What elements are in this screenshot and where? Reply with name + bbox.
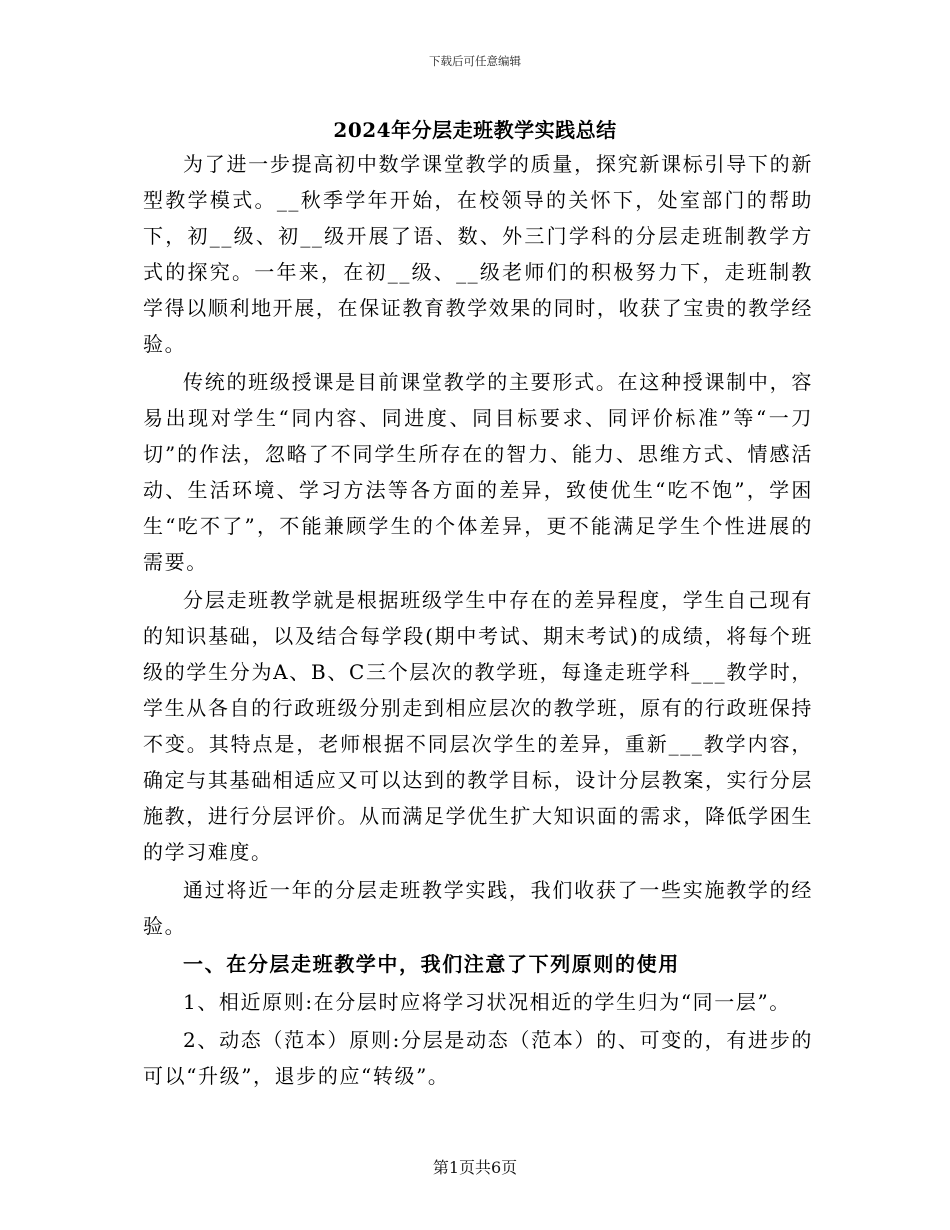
document-body [143, 146, 813, 1096]
document-title: 2024年分层走班教学实践总结 [333, 118, 617, 142]
section-heading-principles: 一、在分层走班教学中，我们注意了下列原则的使用 [183, 952, 680, 976]
principle-item-2: 2、动态（范本）原则:分层是动态（范本）的、可变的，有进步的可以“升级”，退步的应“转级”。 [143, 1028, 813, 1088]
page-number-footer: 第1页共6页 [432, 1158, 518, 1177]
paragraph-intro: 为了进一步提高初中数学课堂教学的质量，探究新课标引导下的新型教学模式。__秋季学年开始，在校领导的关怀下，处室部门的帮助下，初__级、初__级开展了语、数、外三门学科的分层走班制教学方式的探究。一年来，在初__级、__级老师们的积极努力下，走班制教学得以顺利地开展，在保证教育教学效果的同时，收获了宝贵的教学经验。 [143, 152, 813, 356]
paragraph-layered-definition: 分层走班教学就是根据班级学生中存在的差异程度，学生自己现有的知识基础，以及结合每学段(期中考试、期末考试)的成绩，将每个班级的学生分为A、B、C三个层次的教学班，每逢走班学科___教学时，学生从各自的行政班级分别走到相应层次的教学班，原有的行政班保持不变。其特点是，老师根据不同层次学生的差异，重新___教学内容，确定与其基础相适应又可以达到的教学目标，设计分层教案，实行分层施教，进行分层评价。从而满足学优生扩大知识面的需求，降低学困生的学习难度。 [143, 588, 813, 864]
principle-item-1: 1、相近原则:在分层时应将学习状况相近的学生归为“同一层”。 [183, 990, 791, 1014]
paragraph-traditional-teaching: 传统的班级授课是目前课堂教学的主要形式。在这种授课制中，容易出现对学生“同内容、同进度、同目标要求、同评价标准”等“一刀切”的作法，忽略了不同学生所存在的智力、能力、思维方式、情感活动、生活环境、学习方法等各方面的差异，致使优生“吃不饱”，学困生“吃不了”，不能兼顾学生的个体差异，更不能满足学生个性进展的需要。 [143, 370, 813, 574]
page-header-note: 下载后可任意编辑 [429, 54, 521, 68]
paragraph-experience-intro: 通过将近一年的分层走班教学实践，我们收获了一些实施教学的经验。 [143, 878, 813, 938]
